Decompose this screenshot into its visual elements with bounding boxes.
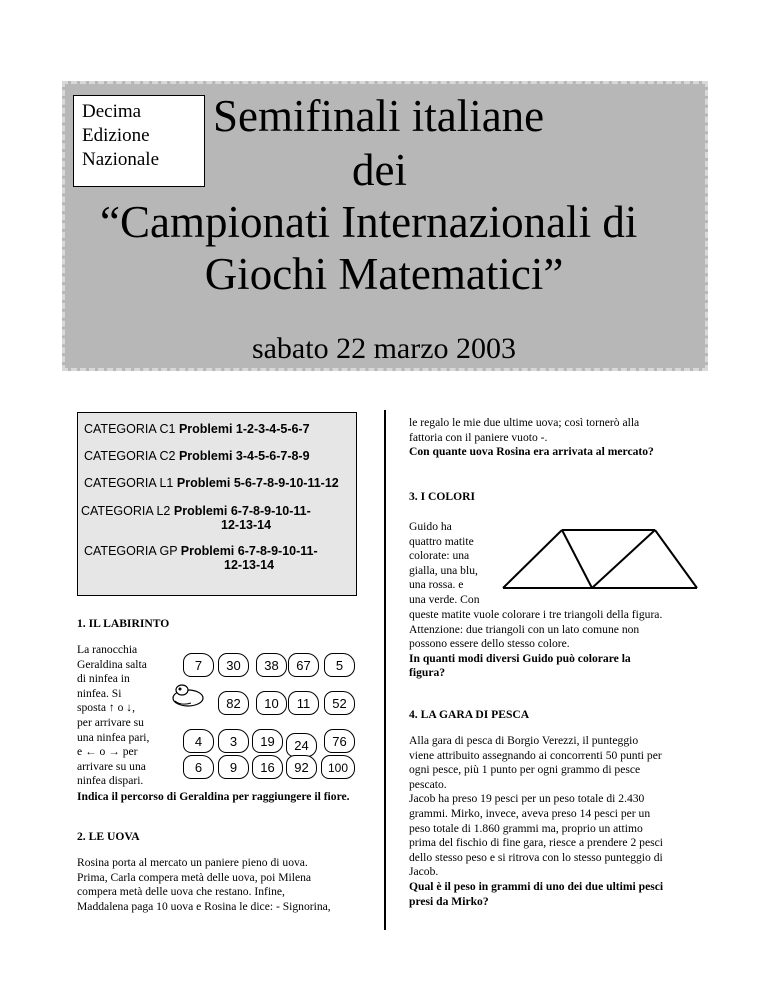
category-problems-cont: 12-13-14 (221, 518, 272, 532)
lily-pad: 7 (183, 653, 214, 677)
problem-text-continued (409, 416, 699, 460)
lily-pad: 10 (256, 691, 287, 715)
triangles-figure (500, 527, 700, 591)
problem-text (409, 520, 499, 608)
problem-question: Indica il percorso di Geraldina per raggiungere il fiore. (77, 790, 350, 803)
category-problems: Problemi 5-6-7-8-9-10-11-12 (176, 476, 339, 490)
text-line: e ← o → per (77, 745, 138, 759)
text-line: quattro matite (409, 534, 474, 548)
category-row (84, 449, 310, 463)
text-line: dello stesso peso e si ritrova con lo stesso punteggio di (409, 850, 663, 864)
category-row (84, 476, 339, 490)
text-line: compera metà delle uova che restano. Infine, (77, 885, 285, 899)
problem-question: In quanti modi diversi Guido può colorare la (409, 651, 631, 665)
category-row (84, 422, 310, 436)
lily-pad: 6 (183, 755, 214, 779)
text-line: arrivare su una (77, 759, 146, 773)
lily-pad: 5 (324, 653, 355, 677)
text-line: La ranocchia (77, 643, 138, 656)
edition-line: Decima (82, 101, 142, 122)
text-line: Attenzione: due triangoli con un lato comune non (409, 622, 640, 636)
lily-pad: 82 (218, 691, 249, 715)
category-label: CATEGORIA C2 (84, 449, 176, 463)
text-line: ogni pesce, più 1 punto per ogni grammo di pesce (409, 763, 641, 777)
lily-pad: 38 (256, 653, 287, 677)
category-problems: Problemi 6-7-8-9-10-11- (180, 544, 318, 558)
problem-question: presi da Mirko? (409, 894, 489, 908)
category-row (84, 544, 318, 572)
problem-title: 2. LE UOVA (77, 830, 140, 843)
lily-pad: 92 (286, 755, 317, 779)
lily-pad: 19 (252, 729, 283, 753)
frog-icon (171, 681, 205, 707)
problem-title: 3. I COLORI (409, 490, 476, 503)
text-line: Rosina porta al mercato un paniere pieno di uova. (77, 856, 308, 869)
text-line: possono essere dello stesso colore. (409, 637, 570, 651)
text-line: Geraldina salta (77, 657, 147, 671)
title-line: Semifinali italiane (213, 91, 545, 141)
problem-title: 4. LA GARA DI PESCA (409, 708, 530, 721)
text-line: prima del fischio di fine gara, riesce a prendere 2 pesci (409, 836, 663, 850)
lily-pad: 16 (252, 755, 283, 779)
problem-question: Con quante uova Rosina era arrivata al mercato? (409, 445, 654, 459)
lily-pad: 24 (286, 733, 317, 757)
text-line: le regalo le mie due ultime uova; così tornerò alla (409, 416, 640, 429)
text-line: una verde. Con (409, 592, 480, 606)
text-line: fattoria con il paniere vuoto -. (409, 430, 548, 444)
category-row (81, 504, 311, 532)
lily-pad: 76 (324, 729, 355, 753)
title-line: “Campionati Internazionali di (100, 197, 638, 247)
text-line: Jacob. (409, 865, 439, 879)
lily-pad: 4 (183, 729, 214, 753)
category-problems: Problemi 6-7-8-9-10-11- (173, 504, 311, 518)
problem-text (409, 608, 699, 681)
lily-pad: 11 (288, 691, 319, 715)
text-line: ninfea. Si (77, 686, 122, 700)
title-line: dei (352, 145, 407, 195)
lily-pad: 52 (324, 691, 355, 715)
text-line: Jacob ha preso 19 pesci per un peso totale di 2.430 (409, 792, 645, 806)
text-line: Prima, Carla compera metà delle uova, poi Milena (77, 870, 312, 884)
edition-line: Nazionale (82, 149, 160, 170)
edition-line: Edizione (82, 125, 150, 146)
column-divider (384, 410, 386, 930)
problem-text (77, 856, 359, 914)
categories-box (77, 412, 357, 596)
lily-pad: 30 (218, 653, 249, 677)
lily-pad: 3 (218, 729, 249, 753)
problem-text (77, 643, 165, 789)
text-line: per arrivare su (77, 715, 144, 729)
event-date: sabato 22 marzo 2003 (251, 332, 517, 365)
lily-pad: 9 (218, 755, 249, 779)
text-line: Alla gara di pesca di Borgio Verezzi, il punteggio (409, 734, 639, 747)
category-problems-cont: 12-13-14 (224, 558, 275, 572)
text-line: pescato. (409, 777, 447, 791)
problem-question: Qual è il peso in grammi di uno dei due ultimi pesci (409, 879, 664, 893)
text-line: colorate: una (409, 549, 470, 563)
flower-pad: 100 (321, 755, 355, 779)
text-line: ninfea dispari. (77, 774, 144, 788)
text-line: Maddalena paga 10 uova e Rosina le dice: - Signorina, (77, 899, 331, 913)
problem-question: figura? (409, 666, 446, 680)
category-problems: Problemi 3-4-5-6-7-8-9 (178, 449, 310, 463)
text-line: una rossa. e (409, 578, 464, 592)
text-line: di ninfea in (77, 672, 130, 686)
text-line: una ninfea pari, (77, 730, 150, 744)
maze-figure (168, 651, 358, 781)
category-label: CATEGORIA C1 (84, 422, 176, 436)
category-label: CATEGORIA L1 (84, 476, 174, 490)
title-line: Giochi Matematici” (204, 249, 564, 299)
problem-text (409, 734, 701, 909)
text-line: gialla, una blu, (409, 563, 478, 577)
problem-title: 1. IL LABIRINTO (77, 617, 170, 630)
category-label: CATEGORIA L2 (81, 504, 171, 518)
text-line: sposta ↑ o ↓, (77, 701, 135, 715)
lily-pad: 67 (288, 653, 319, 677)
text-line: Guido ha (409, 520, 452, 533)
edition-box (73, 95, 205, 187)
text-line: queste matite vuole colorare i tre triangoli della figura. (409, 608, 663, 621)
text-line: grammi. Mirko, invece, aveva preso 14 pesci per un (409, 806, 651, 820)
text-line: peso totale di 1.860 grammi ma, proprio un attimo (409, 821, 643, 835)
category-problems: Problemi 1-2-3-4-5-6-7 (178, 422, 310, 436)
text-line: viene attribuito assegnando ai concorrenti 50 punti per (409, 748, 662, 762)
category-label: CATEGORIA GP (84, 544, 178, 558)
